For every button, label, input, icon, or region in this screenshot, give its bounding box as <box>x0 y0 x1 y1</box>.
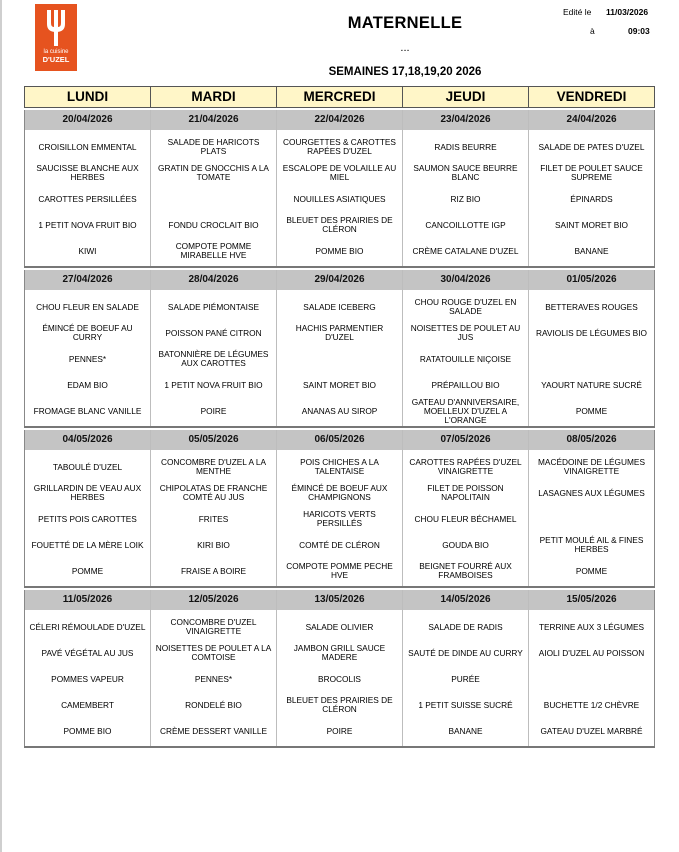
menu-item <box>25 212 150 238</box>
menu-item <box>277 558 402 584</box>
menu-cells <box>403 610 528 746</box>
menu-item-text: HACHIS PARMENTIER D'UZEL <box>295 323 384 342</box>
menu-item-text: PRÉPAILLOU BIO <box>431 379 500 390</box>
menu-cells <box>529 610 654 746</box>
day-column-thursday <box>402 270 528 426</box>
menu-cells <box>25 450 150 586</box>
menu-item-text: POMME BIO <box>315 245 364 256</box>
menu-item-text: CANCOILLOTTE IGP <box>425 219 506 230</box>
day-column-thursday <box>402 110 528 266</box>
edited-time: 09:03 <box>628 26 650 36</box>
menu-item-text: FRAISE A BOIRE <box>180 565 246 576</box>
menu-item <box>403 372 528 398</box>
day-column-friday <box>528 110 655 266</box>
menu-cells <box>25 610 150 746</box>
day-header-monday: LUNDI <box>24 86 151 108</box>
menu-item <box>25 506 150 532</box>
menu-item <box>25 532 150 558</box>
menu-item-text: HARICOTS VERTS PERSILLÉS <box>303 509 376 528</box>
date-cell: 11/05/2026 <box>25 590 150 610</box>
menu-item-text: NOUILLES ASIATIQUES <box>293 193 386 204</box>
menu-item <box>403 160 528 186</box>
date-cell: 20/04/2026 <box>25 110 150 130</box>
day-column-tuesday <box>150 270 276 426</box>
menu-item <box>403 134 528 160</box>
menu-item <box>277 238 402 264</box>
menu-item-text: CONCOMBRE D'UZEL A LA MENTHE <box>160 457 266 476</box>
menu-item <box>151 718 276 744</box>
fork-logo-icon <box>45 10 67 46</box>
menu-item <box>403 640 528 666</box>
menu-item-text: RONDELÉ BIO <box>185 699 242 710</box>
menu-item <box>277 372 402 398</box>
menu-item-text: POIRE <box>326 725 353 736</box>
menu-item-text: BUCHETTE 1/2 CHÈVRE <box>543 699 640 710</box>
week-block <box>24 270 655 428</box>
menu-cells <box>151 610 276 746</box>
menu-item-text: ANANAS AU SIROP <box>301 405 378 416</box>
menu-item-text: SAUMON SAUCE BEURRE BLANC <box>413 163 518 182</box>
menu-item-text: SALADE DE PATES D'UZEL <box>538 141 645 152</box>
day-column-tuesday <box>150 430 276 586</box>
day-column-wednesday <box>276 430 402 586</box>
menu-item-text: RIZ BIO <box>450 193 481 204</box>
menu-item-text: CHOU FLEUR BÉCHAMEL <box>414 513 517 524</box>
menu-item <box>529 372 654 398</box>
menu-item <box>277 320 402 346</box>
date-cell: 04/05/2026 <box>25 430 150 450</box>
menu-item <box>151 346 276 372</box>
day-header-tuesday: MARDI <box>150 86 277 108</box>
menu-item-text: SALADE DE RADIS <box>428 621 503 632</box>
menu-item <box>151 640 276 666</box>
menu-item <box>25 320 150 346</box>
menu-item <box>151 212 276 238</box>
menu-item <box>151 506 276 532</box>
menu-item <box>529 186 654 212</box>
menu-cells <box>25 130 150 266</box>
menu-item-text: BROCOLIS <box>318 673 361 684</box>
day-column-monday <box>24 430 150 586</box>
menu-item <box>151 372 276 398</box>
menu-item <box>403 346 528 372</box>
week-block <box>24 110 655 268</box>
menu-item-text: SAUCISSE BLANCHE AUX HERBES <box>36 163 139 182</box>
menu-item-text: CRÈME DESSERT VANILLE <box>160 725 267 736</box>
menu-item <box>529 454 654 480</box>
menu-item <box>277 640 402 666</box>
menu-item <box>529 320 654 346</box>
menu-item-text: FILET DE POISSON NAPOLITAIN <box>427 483 504 502</box>
menu-item <box>151 134 276 160</box>
menu-item-text: PETIT MOULÉ AIL & FINES HERBES <box>539 535 644 554</box>
edited-at-label: à <box>590 26 595 36</box>
menu-cells <box>277 450 402 586</box>
menu-item <box>403 320 528 346</box>
day-header-friday: VENDREDI <box>528 86 655 108</box>
menu-item-text: BLEUET DES PRAIRIES DE CLÉRON <box>286 695 393 714</box>
week-columns <box>24 430 655 586</box>
menu-item-text: TABOULÉ D'UZEL <box>52 461 123 472</box>
menu-item <box>151 532 276 558</box>
menu-item <box>25 692 150 718</box>
menu-item <box>403 398 528 424</box>
menu-cells <box>403 290 528 426</box>
menu-item <box>403 558 528 584</box>
menu-item <box>25 346 150 372</box>
menu-item-text: CONCOMBRE D'UZEL VINAIGRETTE <box>170 617 257 636</box>
menu-item-text: CÉLERI RÉMOULADE D'UZEL <box>29 621 146 632</box>
menu-item <box>277 346 402 372</box>
menu-item-text: NOISETTES DE POULET A LA COMTOISE <box>155 643 272 662</box>
menu-item-text: POMME <box>71 565 104 576</box>
menu-item-text: CHOU FLEUR EN SALADE <box>36 301 139 312</box>
weeks-subtitle: SEMAINES 17,18,19,20 2026 <box>328 66 482 78</box>
menu-item-text: BANANE <box>448 725 483 736</box>
menu-item <box>403 506 528 532</box>
menu-item <box>403 212 528 238</box>
menu-item <box>403 294 528 320</box>
menu-item <box>151 186 276 212</box>
day-header-row <box>24 86 655 108</box>
menu-cells <box>403 130 528 266</box>
menu-cells <box>277 610 402 746</box>
logo-text-line1: la cuisine <box>43 49 69 55</box>
menu-item-text: COMTÉ DE CLÉRON <box>299 539 380 550</box>
menu-item <box>277 506 402 532</box>
menu-item <box>529 718 654 744</box>
menu-item-text: 1 PETIT NOVA FRUIT BIO <box>164 379 263 390</box>
menu-item-text: PENNES* <box>194 673 233 684</box>
menu-item-text: GRATIN DE GNOCCHIS A LA TOMATE <box>158 163 269 182</box>
logo <box>35 4 77 71</box>
menu-item-text: SAINT MORET BIO <box>555 219 628 230</box>
subtitle-dots: ... <box>400 42 410 54</box>
day-column-friday <box>528 590 655 746</box>
menu-item <box>25 614 150 640</box>
menu-item <box>277 614 402 640</box>
menu-item-text: POMME BIO <box>63 725 112 736</box>
menu-item <box>25 294 150 320</box>
menu-item-text: ÉMINCÉ DE BOEUF AUX CHAMPIGNONS <box>291 483 388 502</box>
menu-cells <box>529 130 654 266</box>
menu-item <box>151 320 276 346</box>
date-cell: 28/04/2026 <box>151 270 276 290</box>
menu-item <box>25 480 150 506</box>
menu-cells <box>529 290 654 426</box>
menu-item <box>403 532 528 558</box>
menu-item-text: POMMES VAPEUR <box>51 673 124 684</box>
menu-cells <box>277 290 402 426</box>
menu-item <box>403 454 528 480</box>
menu-item-text: EDAM BIO <box>67 379 108 390</box>
menu-item <box>529 480 654 506</box>
menu-cells <box>151 130 276 266</box>
day-column-friday <box>528 270 655 426</box>
day-column-tuesday <box>150 110 276 266</box>
menu-item <box>529 160 654 186</box>
menu-item <box>151 480 276 506</box>
menu-item-text: JAMBON GRILL SAUCE MADERE <box>293 643 386 662</box>
menu-item-text: POMME <box>575 565 608 576</box>
menu-item-text: POIS CHICHES A LA TALENTAISE <box>300 457 379 476</box>
menu-item <box>403 692 528 718</box>
menu-item-text: CHOU ROUGE D'UZEL EN SALADE <box>414 297 517 316</box>
menu-item-text: POIRE <box>200 405 227 416</box>
menu-item-text: KIWI <box>78 245 97 256</box>
day-column-thursday <box>402 590 528 746</box>
page-title: MATERNELLE <box>347 14 463 32</box>
menu-item <box>25 372 150 398</box>
menu-item <box>529 614 654 640</box>
weeks-container <box>24 110 655 748</box>
menu-item <box>529 346 654 372</box>
page-left-border <box>0 0 2 852</box>
menu-item-text: POMME <box>575 405 608 416</box>
menu-item-text: FOUETTÉ DE LA MÈRE LOIK <box>31 539 144 550</box>
date-cell: 30/04/2026 <box>403 270 528 290</box>
edited-date: 11/03/2026 <box>606 7 649 17</box>
menu-item <box>25 666 150 692</box>
date-cell: 13/05/2026 <box>277 590 402 610</box>
menu-item-text: BANANE <box>574 245 609 256</box>
menu-item <box>403 614 528 640</box>
menu-item <box>403 186 528 212</box>
menu-item <box>529 558 654 584</box>
date-cell: 05/05/2026 <box>151 430 276 450</box>
menu-item-text: SALADE OLIVIER <box>305 621 374 632</box>
edited-label: Edité le <box>563 7 592 17</box>
menu-item-text: GATEAU D'UZEL MARBRÉ <box>540 725 643 736</box>
date-cell: 15/05/2026 <box>529 590 654 610</box>
menu-item <box>403 666 528 692</box>
menu-item <box>25 238 150 264</box>
day-column-monday <box>24 270 150 426</box>
date-cell: 29/04/2026 <box>277 270 402 290</box>
menu-item <box>277 532 402 558</box>
menu-item-text: GATEAU D'ANNIVERSAIRE, MOELLEUX D'UZEL A L'ORANGE <box>411 396 520 425</box>
day-column-thursday <box>402 430 528 586</box>
date-cell: 07/05/2026 <box>403 430 528 450</box>
menu-grid <box>24 86 655 748</box>
menu-item-text: GRILLARDIN DE VEAU AUX HERBES <box>33 483 142 502</box>
menu-item-text: AIOLI D'UZEL AU POISSON <box>538 647 645 658</box>
menu-item <box>529 212 654 238</box>
menu-item-text: COMPOTE POMME MIRABELLE HVE <box>175 241 252 260</box>
menu-item <box>529 238 654 264</box>
menu-item <box>277 666 402 692</box>
menu-item <box>529 532 654 558</box>
week-columns <box>24 270 655 426</box>
day-column-tuesday <box>150 590 276 746</box>
date-cell: 14/05/2026 <box>403 590 528 610</box>
menu-item-text: CAROTTES PERSILLÉES <box>38 193 137 204</box>
menu-item-text: NOISETTES DE POULET AU JUS <box>410 323 521 342</box>
menu-item <box>25 718 150 744</box>
menu-item <box>151 614 276 640</box>
menu-item-text: ÉMINCÉ DE BOEUF AU CURRY <box>42 323 133 342</box>
menu-item-text: MACÉDOINE DE LÉGUMES VINAIGRETTE <box>538 457 645 476</box>
menu-cells <box>277 130 402 266</box>
menu-item-text: FONDU CROCLAIT BIO <box>168 219 259 230</box>
menu-item <box>151 160 276 186</box>
menu-item <box>151 558 276 584</box>
week-block <box>24 590 655 748</box>
day-column-friday <box>528 430 655 586</box>
menu-item <box>277 692 402 718</box>
menu-item <box>277 212 402 238</box>
date-cell: 12/05/2026 <box>151 590 276 610</box>
day-column-monday <box>24 110 150 266</box>
menu-item-text: RADIS BEURRE <box>434 141 497 152</box>
menu-item <box>277 186 402 212</box>
menu-cells <box>151 450 276 586</box>
date-cell: 01/05/2026 <box>529 270 654 290</box>
date-cell: 21/04/2026 <box>151 110 276 130</box>
menu-item-text: ÉPINARDS <box>570 193 613 204</box>
menu-item <box>529 666 654 692</box>
menu-item <box>151 238 276 264</box>
menu-item <box>277 718 402 744</box>
date-cell: 24/04/2026 <box>529 110 654 130</box>
menu-item-text: LASAGNES AUX LÉGUMES <box>538 487 645 498</box>
date-cell: 27/04/2026 <box>25 270 150 290</box>
menu-item-text: BLEUET DES PRAIRIES DE CLÉRON <box>286 215 393 234</box>
menu-item <box>151 294 276 320</box>
menu-item-text: BEIGNET FOURRÉ AUX FRAMBOISES <box>419 561 512 580</box>
menu-item <box>151 692 276 718</box>
menu-item-text: RAVIOLIS DE LÉGUMES BIO <box>536 327 647 338</box>
menu-item-text: CAROTTES RAPÉES D'UZEL VINAIGRETTE <box>409 457 522 476</box>
menu-item-text: PURÉE <box>451 673 480 684</box>
menu-item-text: GOUDA BIO <box>442 539 489 550</box>
menu-item-text: CROISILLON EMMENTAL <box>38 141 137 152</box>
day-header-wednesday: MERCREDI <box>276 86 403 108</box>
menu-item <box>25 398 150 424</box>
menu-item-text: ESCALOPE DE VOLAILLE AU MIEL <box>282 163 397 182</box>
menu-item-text: FROMAGE BLANC VANILLE <box>33 405 142 416</box>
menu-item <box>277 454 402 480</box>
logo-text-line2: D'UZEL <box>42 55 70 64</box>
menu-item-text: FILET DE POULET SAUCE SUPREME <box>540 163 643 182</box>
menu-item <box>403 480 528 506</box>
menu-item <box>151 666 276 692</box>
menu-cells <box>151 290 276 426</box>
menu-item <box>25 454 150 480</box>
day-column-wednesday <box>276 270 402 426</box>
menu-item <box>529 294 654 320</box>
menu-item-text: PAVÉ VÉGÉTAL AU JUS <box>41 647 134 658</box>
date-cell: 08/05/2026 <box>529 430 654 450</box>
menu-item-text: SALADE DE HARICOTS PLATS <box>167 137 260 156</box>
week-block <box>24 430 655 588</box>
menu-item <box>529 398 654 424</box>
menu-item-text: RATATOUILLE NIÇOISE <box>419 353 512 364</box>
day-column-monday <box>24 590 150 746</box>
menu-cells <box>403 450 528 586</box>
menu-item <box>277 294 402 320</box>
menu-item <box>529 134 654 160</box>
menu-item <box>403 718 528 744</box>
menu-item-text: KIRI BIO <box>197 539 230 550</box>
menu-item <box>529 640 654 666</box>
menu-item <box>529 692 654 718</box>
menu-item-text: COMPOTE POMME PECHE HVE <box>286 561 393 580</box>
menu-item <box>277 160 402 186</box>
menu-item-text: CAMEMBERT <box>61 699 114 710</box>
date-cell: 06/05/2026 <box>277 430 402 450</box>
menu-item-text: TERRINE AUX 3 LÉGUMES <box>538 621 645 632</box>
menu-item-text: CHIPOLATAS DE FRANCHE COMTÉ AU JUS <box>159 483 268 502</box>
menu-item <box>529 506 654 532</box>
menu-item-text: CRÈME CATALANE D'UZEL <box>412 245 519 256</box>
menu-item <box>151 454 276 480</box>
menu-item-text: SAUTÉ DE DINDE AU CURRY <box>408 647 523 658</box>
week-columns <box>24 590 655 746</box>
menu-item-text: SALADE ICEBERG <box>303 301 376 312</box>
menu-item <box>25 186 150 212</box>
menu-item-text: BATONNIÈRE DE LÉGUMES AUX CAROTTES <box>158 349 269 368</box>
menu-item-text: BETTERAVES ROUGES <box>545 301 638 312</box>
menu-cells <box>25 290 150 426</box>
menu-item-text: POISSON PANÉ CITRON <box>165 327 262 338</box>
menu-item-text: SALADE PIÉMONTAISE <box>167 301 260 312</box>
menu-item-text: FRITES <box>198 513 229 524</box>
menu-item-text: COURGETTES & CAROTTES RAPÉES D'UZEL <box>283 137 396 156</box>
menu-item-text: YAOURT NATURE SUCRÉ <box>541 379 642 390</box>
date-cell: 23/04/2026 <box>403 110 528 130</box>
menu-item <box>25 160 150 186</box>
menu-item-text: 1 PETIT NOVA FRUIT BIO <box>38 219 137 230</box>
day-header-thursday: JEUDI <box>402 86 529 108</box>
day-column-wednesday <box>276 590 402 746</box>
menu-item <box>403 238 528 264</box>
menu-item-text: PENNES* <box>68 353 107 364</box>
menu-item <box>25 640 150 666</box>
week-columns <box>24 110 655 266</box>
menu-item <box>277 480 402 506</box>
date-cell: 22/04/2026 <box>277 110 402 130</box>
menu-item <box>25 134 150 160</box>
menu-item-text: PETITS POIS CAROTTES <box>38 513 137 524</box>
menu-item <box>277 398 402 424</box>
menu-item <box>151 398 276 424</box>
day-column-wednesday <box>276 110 402 266</box>
menu-item <box>25 558 150 584</box>
menu-item-text: SAINT MORET BIO <box>303 379 376 390</box>
menu-item-text: 1 PETIT SUISSE SUCRÉ <box>418 699 513 710</box>
menu-cells <box>529 450 654 586</box>
menu-item <box>277 134 402 160</box>
